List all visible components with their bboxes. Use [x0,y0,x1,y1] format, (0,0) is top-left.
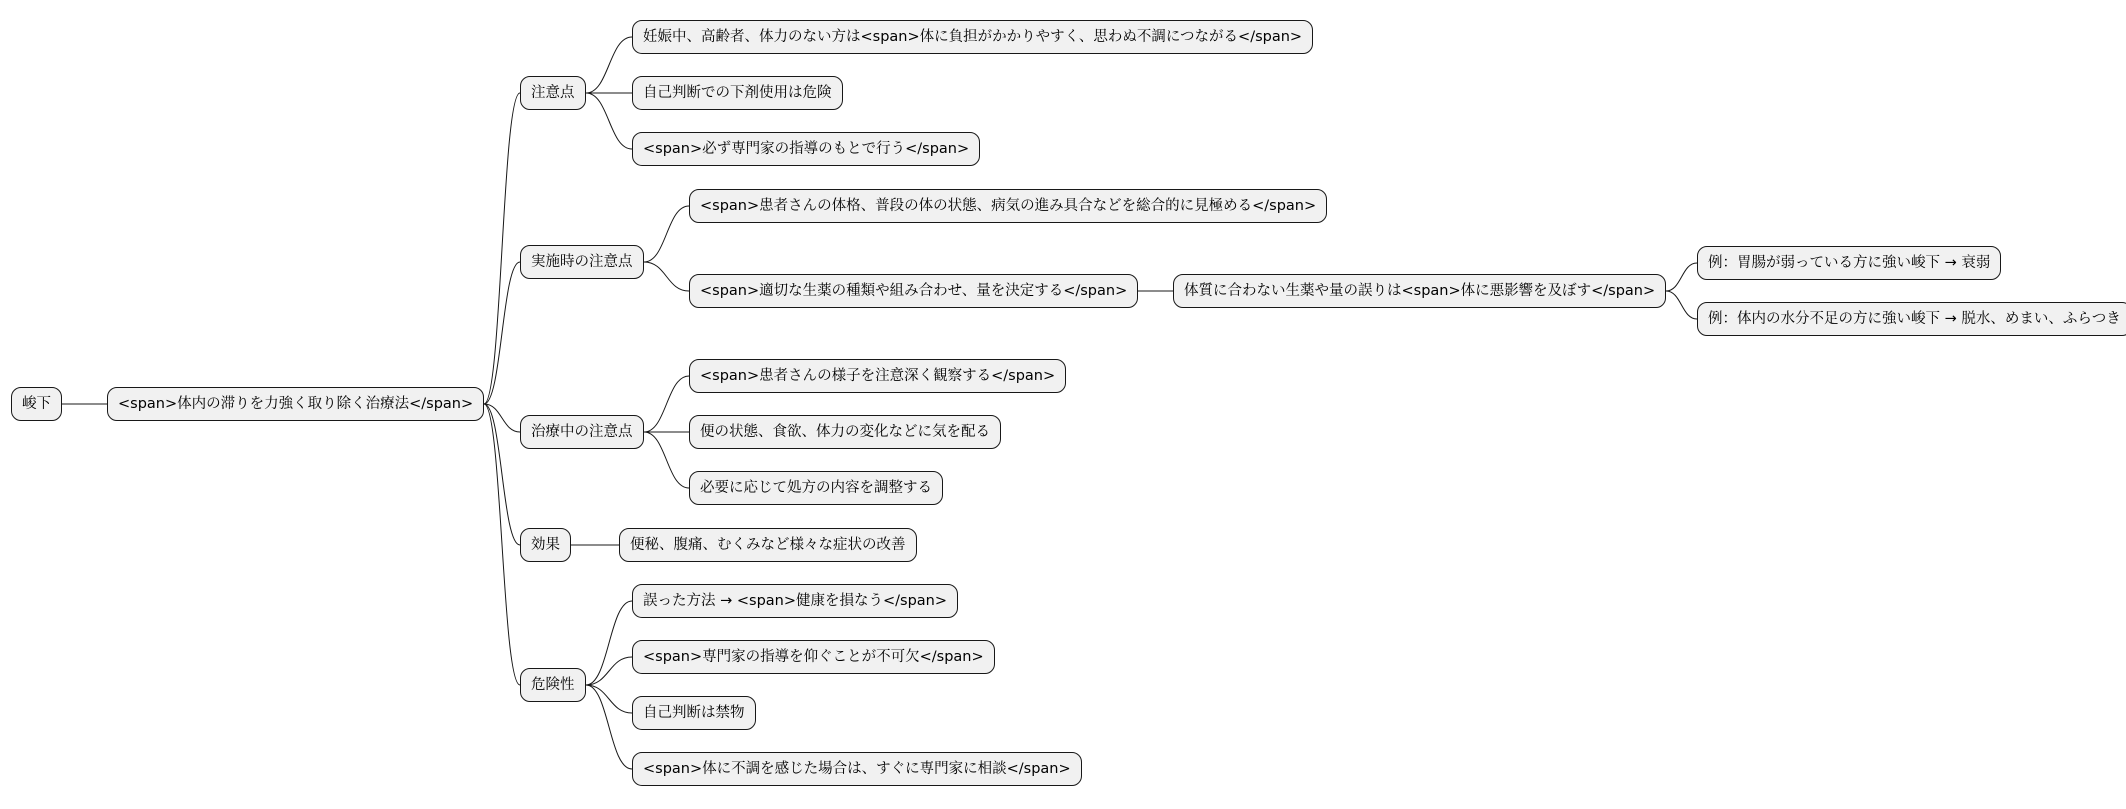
mindmap-node-d2-17: 危険性 [520,668,586,702]
connector-6 [644,206,689,262]
root-topic: 峻下 [11,387,62,421]
connector-14 [644,432,689,488]
mindmap-node-d3-13: 便の状態、食欲、体力の変化などに気を配る [689,415,1001,449]
mindmap-node-d3-3: 自己判断での下剤使用は危険 [632,76,843,110]
connector-7 [644,262,689,291]
mindmap-node-d3-12: <span>患者さんの様子を注意深く観察する</span> [689,359,1066,393]
connector-21 [586,685,632,769]
mindmap-node-d3-2: 妊娠中、高齢者、体力のない方は<span>体に負担がかかりやすく、思わぬ不調につながる</span> [632,20,1313,54]
mindmap-node-d3-4: <span>必ず専門家の指導のもとで行う</span> [632,132,980,166]
connector-1 [484,93,520,404]
connector-18 [586,601,632,685]
connector-20 [586,685,632,713]
mindmap-node-d5-9: 例：胃腸が弱っている方に強い峻下 → 衰弱 [1697,246,2001,280]
connector-2 [586,37,632,93]
connector-5 [484,262,520,404]
mindmap-node-d3-16: 便秘、腹痛、むくみなど様々な症状の改善 [619,528,917,562]
mindmap-node-d2-1: 注意点 [520,76,586,110]
connector-9 [1666,263,1697,291]
mindmap-node-d4-8: 体質に合わない生薬や量の誤りは<span>体に悪影響を及ぼす</span> [1173,274,1666,308]
mindmap-node-d5-10: 例：体内の水分不足の方に強い峻下 → 脱水、めまい、ふらつき [1697,302,2126,336]
connector-15 [484,404,520,545]
connector-12 [644,376,689,432]
mindmap-node-d1-0: <span>体内の滞りを力強く取り除く治療法</span> [107,387,484,421]
mindmap-node-d2-15: 効果 [520,528,571,562]
connector-19 [586,657,632,685]
mindmap-node-d3-19: <span>専門家の指導を仰ぐことが不可欠</span> [632,640,995,674]
mindmap-node-d3-20: 自己判断は禁物 [632,696,756,730]
mindmap-node-d3-14: 必要に応じて処方の内容を調整する [689,471,943,505]
mindmap-node-d3-6: <span>患者さんの体格、普段の体の状態、病気の進み具合などを総合的に見極める</span> [689,189,1327,223]
mindmap-node-d3-21: <span>体に不調を感じた場合は、すぐに専門家に相談</span> [632,752,1082,786]
mindmap-node-d3-7: <span>適切な生薬の種類や組み合わせ、量を決定する</span> [689,274,1138,308]
connector-17 [484,404,520,685]
connector-4 [586,93,632,149]
connector-10 [1666,291,1697,319]
mindmap-node-d3-18: 誤った方法 → <span>健康を損なう</span> [632,584,958,618]
mindmap-node-d2-11: 治療中の注意点 [520,415,644,449]
mindmap-node-d2-5: 実施時の注意点 [520,245,644,279]
